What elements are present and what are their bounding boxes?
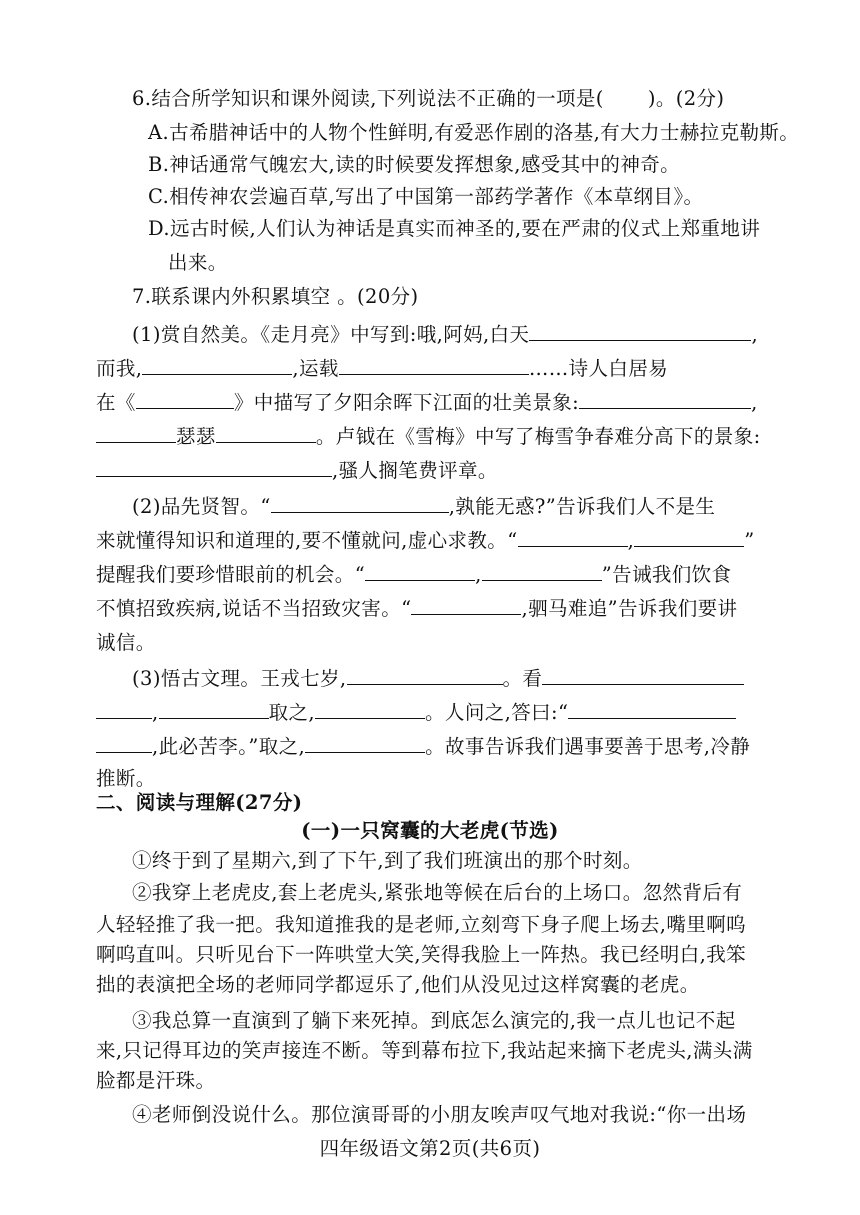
passage-line: ②我穿上老虎皮,套上老虎头,紧张地等候在后台的上场口。忽然背后有 xyxy=(132,881,743,904)
q7-p1-text-f: 》中描写了夕阳余晖下江面的壮美景象: xyxy=(233,391,580,414)
blank-5[interactable] xyxy=(579,388,751,409)
q7-p1-line3 xyxy=(96,388,758,418)
q7-p2-text-a: (2)品先贤智。“ xyxy=(132,495,271,518)
q7-p1-line1 xyxy=(132,320,758,350)
blank-1[interactable] xyxy=(529,320,751,341)
blank-2[interactable] xyxy=(142,354,292,375)
q7-p2-text-c: 来就懂得知识和道理的,要不懂就问,虚心求教。“ xyxy=(96,529,518,552)
q7-p1-text-e: 在《 xyxy=(96,391,136,414)
blank-21[interactable] xyxy=(96,732,152,753)
q7-p3-line2 xyxy=(96,698,736,728)
q7-p3-line1 xyxy=(132,664,744,694)
q7-p1-text-h: 。卢钺在《雪梅》中写了梅雪争春难分高下的景象: xyxy=(315,425,761,448)
q7-p2-text-g: 不慎招致疾病,说话不当招致灾害。“ xyxy=(96,597,412,620)
blank-8[interactable] xyxy=(96,456,332,477)
blank-9[interactable] xyxy=(271,492,449,513)
q7-p2-line4 xyxy=(96,594,737,624)
q7-p1-text-g: 瑟瑟 xyxy=(176,425,216,448)
blank-20[interactable] xyxy=(568,698,736,719)
q7-p3-text-a: (3)悟古文理。王戎七岁, xyxy=(132,667,347,690)
q7-p3-text-d: 。人问之,答曰:“ xyxy=(425,701,569,724)
q7-p2-text-b: ,孰能无惑?”告诉我们人不是生 xyxy=(448,495,716,518)
passage-line: 拙的表演把全场的老师同学都逗乐了,他们从没见过这样窝囊的老虎。 xyxy=(96,973,700,996)
passage-line: ③我总算一直演到了躺下来死掉。到底怎么演完的,我一点儿也记不起 xyxy=(132,1009,736,1032)
q6-stem-end: )。(2分) xyxy=(647,87,725,110)
q7-p2-line3 xyxy=(96,560,731,590)
blank-22[interactable] xyxy=(305,732,425,753)
blank-6[interactable] xyxy=(96,422,176,443)
q7-p2-line2 xyxy=(96,526,755,556)
q7-p3-line4: 推断。 xyxy=(96,767,156,790)
q6-option-c: C.相传神农尝遍百草,写出了中国第一部药学著作《本草纲目》。 xyxy=(148,185,704,208)
q6-stem-line xyxy=(132,84,724,114)
passage-line: 啊呜直叫。只听见台下一阵哄堂大笑,笑得我脸上一阵热。我已经明白,我笨 xyxy=(96,943,746,966)
blank-7[interactable] xyxy=(216,422,316,443)
passage-title: (一)一只窝囊的大老虎(节选) xyxy=(301,819,559,842)
blank-4[interactable] xyxy=(136,388,234,409)
blank-15[interactable] xyxy=(347,664,503,685)
page-footer: 四年级语文第2页(共6页) xyxy=(319,1137,541,1160)
q7-p3-line3 xyxy=(96,732,750,762)
q7-p3-text-e: ,此必苦李。”取之, xyxy=(152,735,306,758)
blank-14[interactable] xyxy=(411,594,521,615)
q7-p1-line4 xyxy=(96,422,761,452)
blank-19[interactable] xyxy=(315,698,425,719)
q7-p2-line5: 诚信。 xyxy=(96,631,156,654)
q7-comma: , xyxy=(627,529,635,552)
q7-comma: , xyxy=(751,391,758,414)
blank-18[interactable] xyxy=(159,698,269,719)
q6-option-b: B.神话通常气魄宏大,读的时候要发挥想象,感受其中的神奇。 xyxy=(148,153,681,176)
passage-line: 人轻轻推了我一把。我知道推我的是老师,立刻弯下身子爬上场去,嘴里啊呜 xyxy=(96,913,746,936)
section-2-title: 二、阅读与理解(27分) xyxy=(96,791,303,814)
blank-12[interactable] xyxy=(365,560,475,581)
q7-p1-text-b: 而我, xyxy=(96,357,143,380)
passage-line: 脸都是汗珠。 xyxy=(96,1069,216,1092)
q6-option-a: A.古希腊神话中的人物个性鲜明,有爱恶作剧的洛基,有大力士赫拉克勒斯。 xyxy=(148,121,800,144)
q7-p2-text-h: ,驷马难追”告诉我们要讲 xyxy=(521,597,738,620)
q7-comma: , xyxy=(475,563,482,586)
q7-p3-text-f: 。故事告诉我们遇事要善于思考,冷静 xyxy=(425,735,751,758)
q7-p1-text-a: (1)赏自然美。《走月亮》中写到:哦,阿妈,白天 xyxy=(132,323,530,346)
q6-stem: 6.结合所学知识和课外阅读,下列说法不正确的一项是( xyxy=(132,87,604,110)
blank-10[interactable] xyxy=(518,526,628,547)
blank-11[interactable] xyxy=(634,526,744,547)
q7-p1-line2 xyxy=(96,354,668,384)
q7-title: 7.联系课内外积累填空 。(20分) xyxy=(132,285,419,308)
q7-p3-text-c: 取之, xyxy=(268,701,316,724)
q7-p2-line1 xyxy=(132,492,715,522)
passage-line: ①终于到了星期六,到了下午,到了我们班演出的那个时刻。 xyxy=(132,849,643,872)
q7-p2-text-d: ” xyxy=(744,529,755,552)
q7-comma: , xyxy=(751,323,759,346)
passage-line: ④老师倒没说什么。那位演哥哥的小朋友唉声叹气地对我说:“你一出场 xyxy=(132,1103,747,1126)
q7-p1-text-d: ……诗人白居易 xyxy=(528,357,669,380)
blank-13[interactable] xyxy=(482,560,602,581)
q6-option-d: D.远古时候,人们认为神话是真实而神圣的,要在严肃的仪式上郑重地讲 xyxy=(148,217,761,240)
q7-p1-text-i: ,骚人搁笔费评章。 xyxy=(332,459,498,482)
passage-line: 来,只记得耳边的笑声接连不断。等到幕布拉下,我站起来摘下老虎头,满头满 xyxy=(96,1039,753,1062)
q7-p1-text-c: ,运载 xyxy=(292,357,339,380)
q7-p2-text-e: 提醒我们要珍惜眼前的机会。“ xyxy=(96,563,366,586)
q7-p2-text-f: ”告诫我们饮食 xyxy=(601,563,732,586)
q7-p3-text-b: 。看 xyxy=(502,667,543,690)
q7-comma: , xyxy=(152,701,159,724)
q7-p1-line5 xyxy=(96,456,498,486)
blank-16[interactable] xyxy=(542,664,744,685)
q6-answer-slot xyxy=(604,85,648,105)
q6-option-d-cont: 出来。 xyxy=(168,251,228,274)
blank-17[interactable] xyxy=(96,698,152,719)
blank-3[interactable] xyxy=(339,354,529,375)
